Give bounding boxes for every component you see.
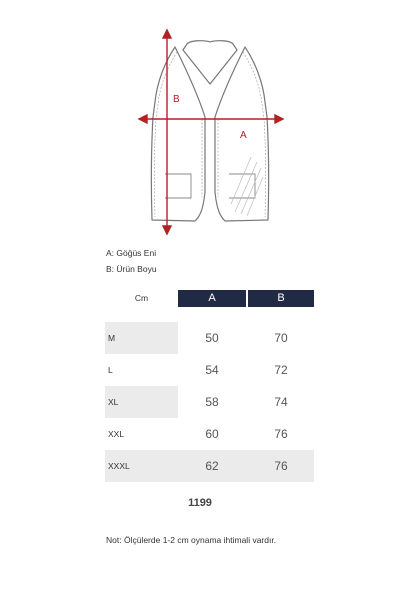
value-b: 76 [274,459,288,473]
size-label: XL [105,386,178,418]
value-b: 74 [274,395,288,409]
diagram-label-a: A [240,130,247,141]
product-code: 1199 [188,497,212,509]
value-b: 72 [274,363,288,377]
column-header-b: B [248,290,314,307]
left-pocket [165,174,191,198]
value-a: 58 [205,395,219,409]
table-row [105,322,314,354]
size-label: XXL [108,429,125,439]
value-a: 54 [205,363,219,377]
vest-left-panel [151,47,205,221]
diagram-label-b: B [173,94,180,105]
table-row [105,354,314,386]
value-a: 50 [205,331,219,345]
value-b: 70 [274,331,288,345]
vest-diagram [135,22,285,240]
column-header-a: A [178,290,246,307]
legend-a: A: Göğüs Eni [106,248,157,258]
size-label: L [108,365,113,375]
table-row [105,386,314,418]
value-a: 62 [205,459,219,473]
value-a: 60 [205,427,219,441]
unit-header: Cm [134,293,149,303]
legend-b: B: Ürün Boyu [106,264,157,274]
value-b: 76 [274,427,288,441]
vest-collar [183,41,237,84]
table-row [105,450,314,482]
table-row [105,418,314,450]
size-label: M [105,322,178,354]
size-label: XXXL [108,461,130,471]
measurement-note: Not: Ölçülerde 1-2 cm oynama ihtimali vardır. [106,535,277,545]
